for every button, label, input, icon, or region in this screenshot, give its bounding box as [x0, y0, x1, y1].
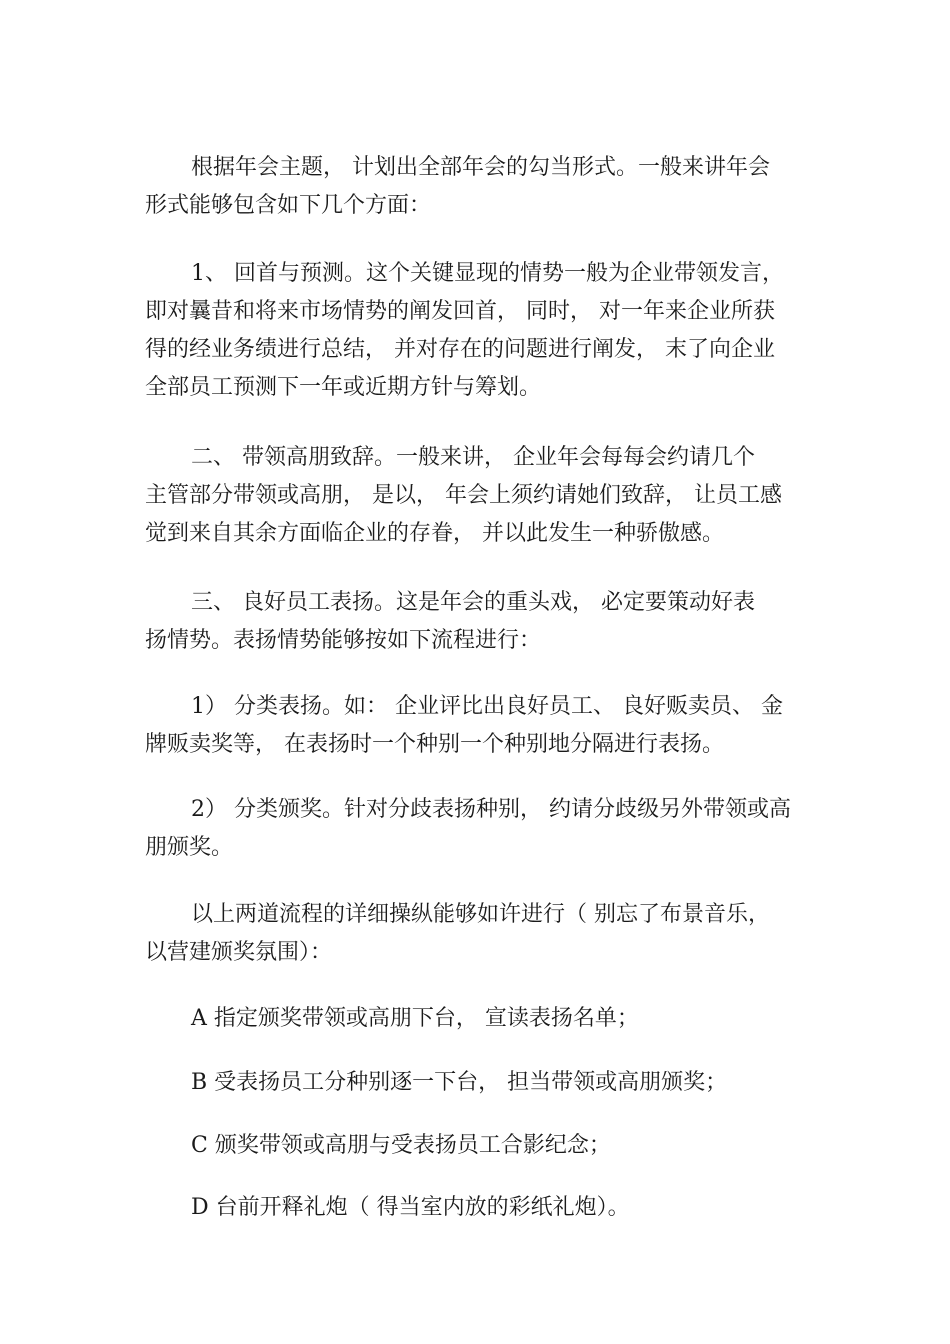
- paragraph-step-c: [145, 1127, 810, 1165]
- paragraph-sub-1: [145, 688, 810, 764]
- text-line: 三、 良好员工表扬。这是年会的重头戏， 必定要策动好表: [191, 590, 755, 615]
- text-line: 牌贩卖奖等， 在表扬时一个种别一个种别地分隔进行表扬。: [145, 732, 724, 757]
- text-line: 全部员工预测下一年或近期方针与筹划。: [145, 375, 542, 400]
- text-line: 以上两道流程的详细操纵能够如许进行（ 别忘了布景音乐，: [191, 902, 770, 927]
- text-line: A 指定颁奖带领或高朋下台， 宣读表扬名单；: [191, 1006, 639, 1031]
- text-line: 朋颁奖。: [145, 835, 234, 860]
- paragraph-step-b: [145, 1064, 810, 1102]
- text-line: 根据年会主题， 计划出全部年会的勾当形式。一般来讲年会: [191, 155, 770, 180]
- text-line: 1） 分类表扬。如： 企业评比出良好员工、 良好贩卖员、 金: [191, 694, 783, 719]
- paragraph-intro: [145, 149, 810, 225]
- text-line: 二、 带领高朋致辞。一般来讲， 企业年会每每会约请几个: [191, 445, 755, 470]
- text-line: C 颁奖带领或高朋与受表扬员工合影纪念；: [191, 1133, 611, 1158]
- text-line: 主管部分带领或高朋， 是以， 年会上须约请她们致辞， 让员工感: [145, 483, 782, 508]
- text-line: 形式能够包含如下几个方面：: [145, 193, 432, 218]
- paragraph-item-2-speech: [145, 439, 810, 553]
- text-line: D 台前开释礼炮（ 得当室内放的彩纸礼炮）。: [191, 1195, 630, 1220]
- text-line: B 受表扬员工分种别逐一下台， 担当带领或高朋颁奖；: [191, 1070, 728, 1095]
- text-line: 扬情势。表扬情势能够按如下流程进行：: [145, 628, 542, 653]
- text-line: 以营建颁奖氛围）：: [145, 940, 333, 965]
- paragraph-step-a: [145, 1000, 810, 1038]
- paragraph-procedure-intro: [145, 896, 810, 972]
- text-line: 觉到来自其余方面临企业的存眷， 并以此发生一种骄傲感。: [145, 521, 724, 546]
- text-line: 即对曩昔和将来市场情势的阐发回首， 同时， 对一年来企业所获: [145, 299, 775, 324]
- text-line: 得的经业务绩进行总结， 并对存在的问题进行阐发， 末了向企业: [145, 337, 775, 362]
- paragraph-item-1-review: [145, 255, 810, 407]
- text-line: 2） 分类颁奖。针对分歧表扬种别， 约请分歧级另外带领或高: [191, 797, 791, 822]
- text-line: 1、 回首与预测。这个关键显现的情势一般为企业带领发言，: [191, 261, 784, 286]
- paragraph-item-3-awards: [145, 584, 810, 660]
- paragraph-step-d: [145, 1189, 810, 1227]
- paragraph-sub-2: [145, 791, 810, 867]
